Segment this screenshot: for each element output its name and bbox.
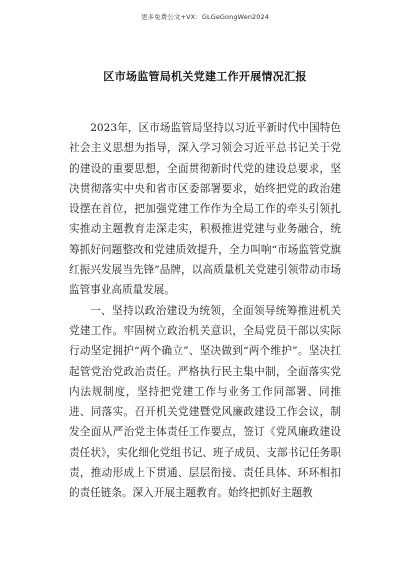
header-note: 更多免费公文+VX：GLGeGongWen2024 (140, 13, 269, 21)
page-title: 区市场监管局机关党建工作开展情况汇报 (103, 70, 307, 83)
paragraph-intro: 2023年，区市场监管局坚持以习近平新时代中国特色社会主义思想为指导，深入学习领会习近平总书记关于党的建设的重要思想，全面贯彻新时代党的建设总要求，坚决贯彻落实中央和省市区委部署要求，始终把党的政治建设摆在首位，把加强党建工作作为全局工作的牵头引领扎实推动主题教育走深走实，积极推进党建与业务融合，统筹抓好问题整改和党建质效提升，全力叫响“市场监管党旗红振兴发展当先锋”品牌，以高质量机关党建引领带动市场监管事业高质量发展。 (69, 122, 341, 297)
document-body (69, 118, 341, 504)
paragraph-section-1: 一、坚持以政治建设为统领，全面领导统筹推进机关党建工作。牢固树立政治机关意识，全局党员干部以实际行动坚定拥护“两个确立”、坚决做到“两个维护”。坚决扛起管党治党政治责任。严格执行民主集中制，全面落实党内法规制度，坚持把党建工作与业务工作同部署、同推进、同落实。召开机关党建暨党风廉政建设工作会议，制发全面从严治党主体责任工作要点，签订《党风廉政建设责任状》，实化细化党组书记、班子成员、支部书记任务职责，推动形成上下贯通、层层衔接、责任具体、环环相扣的责任链条。深入开展主题教育。始终把抓好主题教 (69, 304, 341, 500)
